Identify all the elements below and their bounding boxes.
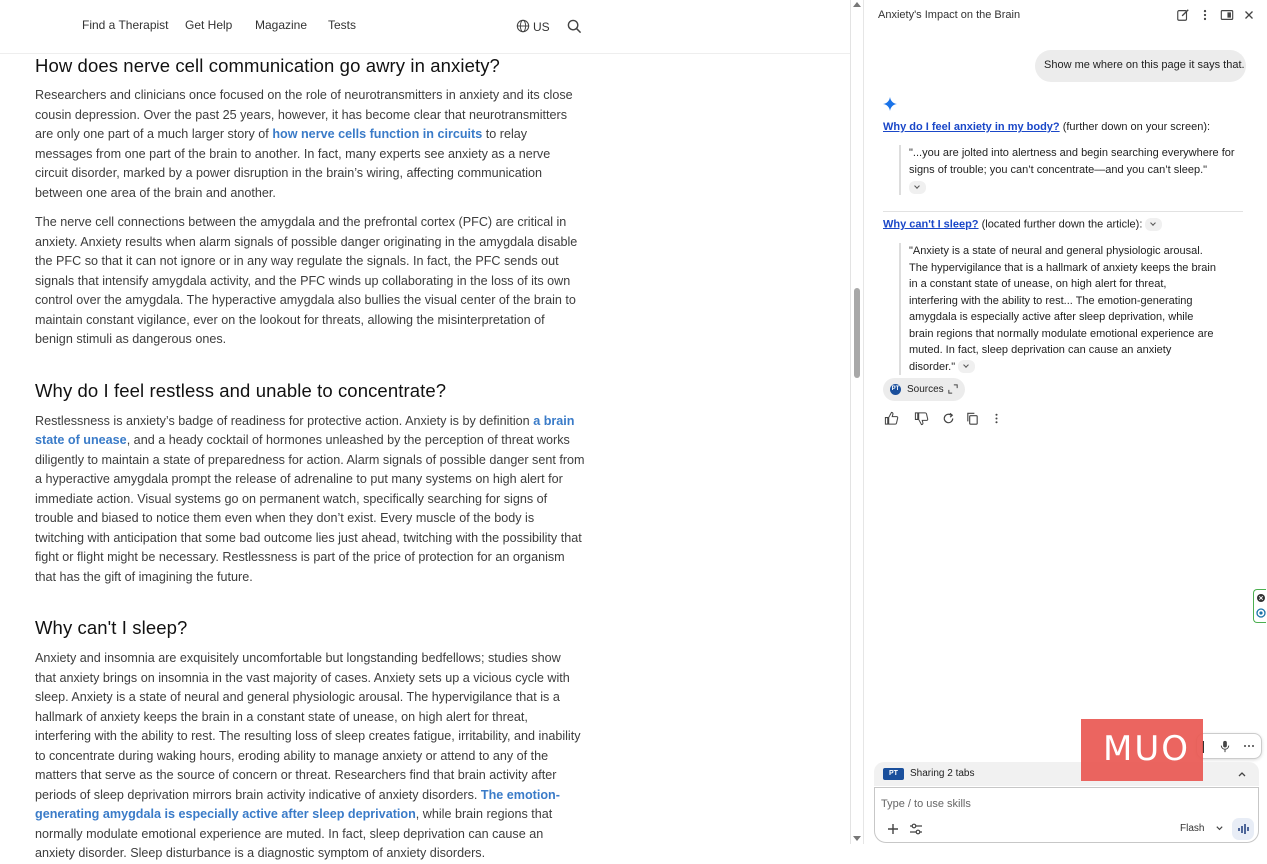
gemini-sparkle-icon <box>883 97 897 111</box>
answer-2-expand-chevron-icon[interactable] <box>1145 218 1162 231</box>
close-icon[interactable] <box>1242 8 1256 22</box>
globe-icon[interactable] <box>516 19 530 33</box>
paragraph-text: to relay messages from one part of the brain to another. In fact, many experts see anxiety as a nerve circuit disorder, marked by a power disruption in the brain’s wiring, affecting communication between one area of the brain and another. <box>35 127 551 200</box>
link-brain-state-unease[interactable]: a brain state of unease <box>35 413 575 447</box>
mic-icon[interactable] <box>1219 740 1231 753</box>
close-circle-icon[interactable] <box>1256 593 1266 603</box>
more-horiz-icon[interactable] <box>1243 743 1255 749</box>
quote-1-text: "...you are jolted into alertness and begin searching everywhere for signs of trouble; you can’t concentrate—and you can’t sleep." <box>909 147 1235 176</box>
chevron-down-icon <box>1215 825 1224 832</box>
quote-2-text: "Anxiety is a state of neural and general physiologic arousal. The hypervigilance that is a hallmark of anxiety keeps the brain in a constant state of unease, on high alert for threat, interfering with the ability to rest... The emotion-generating amygdala is especially active after sleep deprivation, while brain regions that normally modulate emotional experience are muted. In fact, sleep deprivation can cause an anxiety disorder." <box>909 245 1216 373</box>
chevron-up-icon[interactable] <box>1236 768 1248 780</box>
answer-divider <box>883 211 1243 212</box>
link-nerve-circuits[interactable]: how nerve cells function in circuits <box>272 127 483 141</box>
paragraph-insomnia <box>35 649 585 864</box>
user-message: Show me where on this page it says that. <box>1035 50 1246 82</box>
source-logo-icon: PT <box>890 384 901 395</box>
region-label[interactable]: US <box>533 20 550 34</box>
thumbs-up-icon[interactable] <box>884 411 899 426</box>
paragraph-text: , while brain regions that normally modulate emotional experience are muted. In fact, sleep deprivation can cause an anxiety disorder. Sleep disturbance is a diagnostic symptom of anxiety disorders. <box>35 807 553 860</box>
article-body <box>35 54 585 864</box>
edit-icon[interactable] <box>1176 8 1190 22</box>
heading-nerve-cell: How does nerve cell communication go awry in anxiety? <box>35 55 500 76</box>
plus-icon[interactable] <box>886 822 900 836</box>
quote-1 <box>899 145 1239 195</box>
voice-toolbar <box>1196 733 1262 759</box>
heading-sleep: Why can't I sleep? <box>35 617 188 638</box>
answer-2 <box>883 218 1162 231</box>
nav-tests[interactable]: Tests <box>328 18 357 32</box>
panel-header <box>864 0 1267 30</box>
assistant-side-panel <box>863 0 1266 844</box>
paragraph-text: Researchers and clinicians once focused on the role of neurotransmitters in anxiety and its close cousin depression. Over the past 25 years, however, it has become clear that neurotransmitters are only one part of a much larger story of <box>35 88 573 141</box>
more-vert-icon[interactable] <box>1198 8 1212 22</box>
nav-magazine[interactable]: Magazine <box>255 18 308 32</box>
prompt-input-box <box>874 787 1259 843</box>
panel-title: Anxiety's Impact on the Brain <box>878 9 1021 21</box>
model-selector[interactable] <box>1180 823 1224 834</box>
quote-2-expand-chevron-icon[interactable] <box>958 360 975 373</box>
quote-1-expand-chevron-icon[interactable] <box>909 181 926 194</box>
send-button[interactable] <box>1232 818 1254 840</box>
refresh-icon[interactable] <box>941 411 956 426</box>
heading-restless: Why do I feel restless and unable to concentrate? <box>35 379 447 401</box>
copy-icon[interactable] <box>965 411 980 426</box>
more-vert-icon[interactable] <box>989 411 1004 426</box>
sources-label: Sources <box>907 384 944 395</box>
paragraph-text: Restlessness is anxiety’s badge of readiness for protective action. Anxiety is by definition <box>35 413 534 428</box>
scroll-down-arrow[interactable] <box>853 836 861 841</box>
expand-icon <box>948 384 958 394</box>
paragraph-text: Anxiety and insomnia are exquisitely uncomfortable but longstanding bedfellows; studies show that anxiety brings on insomnia in the vast majority of cases. Anxiety sets up a vicious cycle with sleep. Anxiety is a state of neural and general physiologic arousal. The hypervigilance that is a hallmark of anxiety keeps the brain in a constant state of unease, on high alert for threat, interfering with the ability to rest. The resulting loss of sleep creates fatigue, irritability, and inability to concentrate during waking hours, eroding ability to manage anxiety or attend to any of the matters that serve as the source of concern or threat. Researchers find that brain activity after periods of sleep deprivation mirrors brain activity indicative of anxiety disorders. <box>35 651 581 802</box>
nav-get-help[interactable]: Get Help <box>185 18 233 32</box>
answer-1-link[interactable]: Why do I feel anxiety in my body? <box>883 121 1060 133</box>
watermark-text: MUO <box>1103 729 1190 769</box>
scroll-up-arrow[interactable] <box>853 2 861 7</box>
prompt-input[interactable] <box>881 796 1181 812</box>
paragraph-neurotransmitters <box>35 86 585 203</box>
quote-2 <box>899 243 1217 375</box>
watermark-logo <box>1081 719 1203 781</box>
nav-find-therapist[interactable]: Find a Therapist <box>82 18 169 32</box>
open-in-tab-icon[interactable] <box>1220 8 1234 22</box>
audio-waveform-icon <box>1237 823 1249 835</box>
thumbs-down-icon[interactable] <box>914 411 929 426</box>
page-scrollbar[interactable] <box>850 0 862 844</box>
scrollbar-thumb[interactable] <box>854 288 860 378</box>
sources-button[interactable] <box>883 378 965 401</box>
paragraph-amygdala-pfc: The nerve cell connections between the amygdala and the prefrontal cortex (PFC) are critical in anxiety. Anxiety results when alarm signals of possible danger originating in the amygdala disable the PFC so that it can not ignore or in any way regulate the signals. In fact, the PFC sends out signals that intensify amygdala activity, and the PFC winds up collaborating in the loss of its own control over the amygdala. The hyperactive amygdala also bullies the visual center of the brain to maintain constant vigilance, ever on the lookout for threats, allowing the misinterpretation of benign stimuli as dangerous ones. <box>35 215 578 346</box>
answer-1 <box>883 121 1210 133</box>
top-nav <box>0 0 852 54</box>
link-amygdala-sleep[interactable]: The emotion-generating amygdala is especially active after sleep deprivation <box>35 787 560 821</box>
answer-2-link[interactable]: Why can't I sleep? <box>883 218 979 231</box>
paragraph-text: , and a heady cocktail of hormones unleashed by the perception of threat works diligently to maintain a state of preparedness for action. Alarm signals of possible danger sent from a hyperactive amygdala prompt the release of adrenaline to put many systems on high alert for immediate action. Visual systems go on permanent watch, specifically searching for signs of trouble and biased to notice them even when they don’t exist. Every muscle of the body is twitching with anticipation that some bad outcome lies just ahead, twitching with the possibility that fight or flight might be necessary. Restlessness is part of the price of protection for an organism that has the gift of imagining the future. <box>35 433 585 584</box>
paragraph-restlessness <box>35 412 585 588</box>
tune-icon[interactable] <box>909 822 923 836</box>
model-label: Flash <box>1180 823 1205 834</box>
extension-status-icon <box>1256 608 1266 618</box>
answer-2-note: (located further down the article): <box>978 218 1143 231</box>
extension-edge-tab[interactable] <box>1253 589 1266 623</box>
search-icon[interactable] <box>567 19 582 34</box>
shared-tab-logo-icon: PT <box>883 768 904 780</box>
sharing-label: Sharing 2 tabs <box>910 768 975 779</box>
answer-1-note: (further down on your screen): <box>1059 121 1211 133</box>
